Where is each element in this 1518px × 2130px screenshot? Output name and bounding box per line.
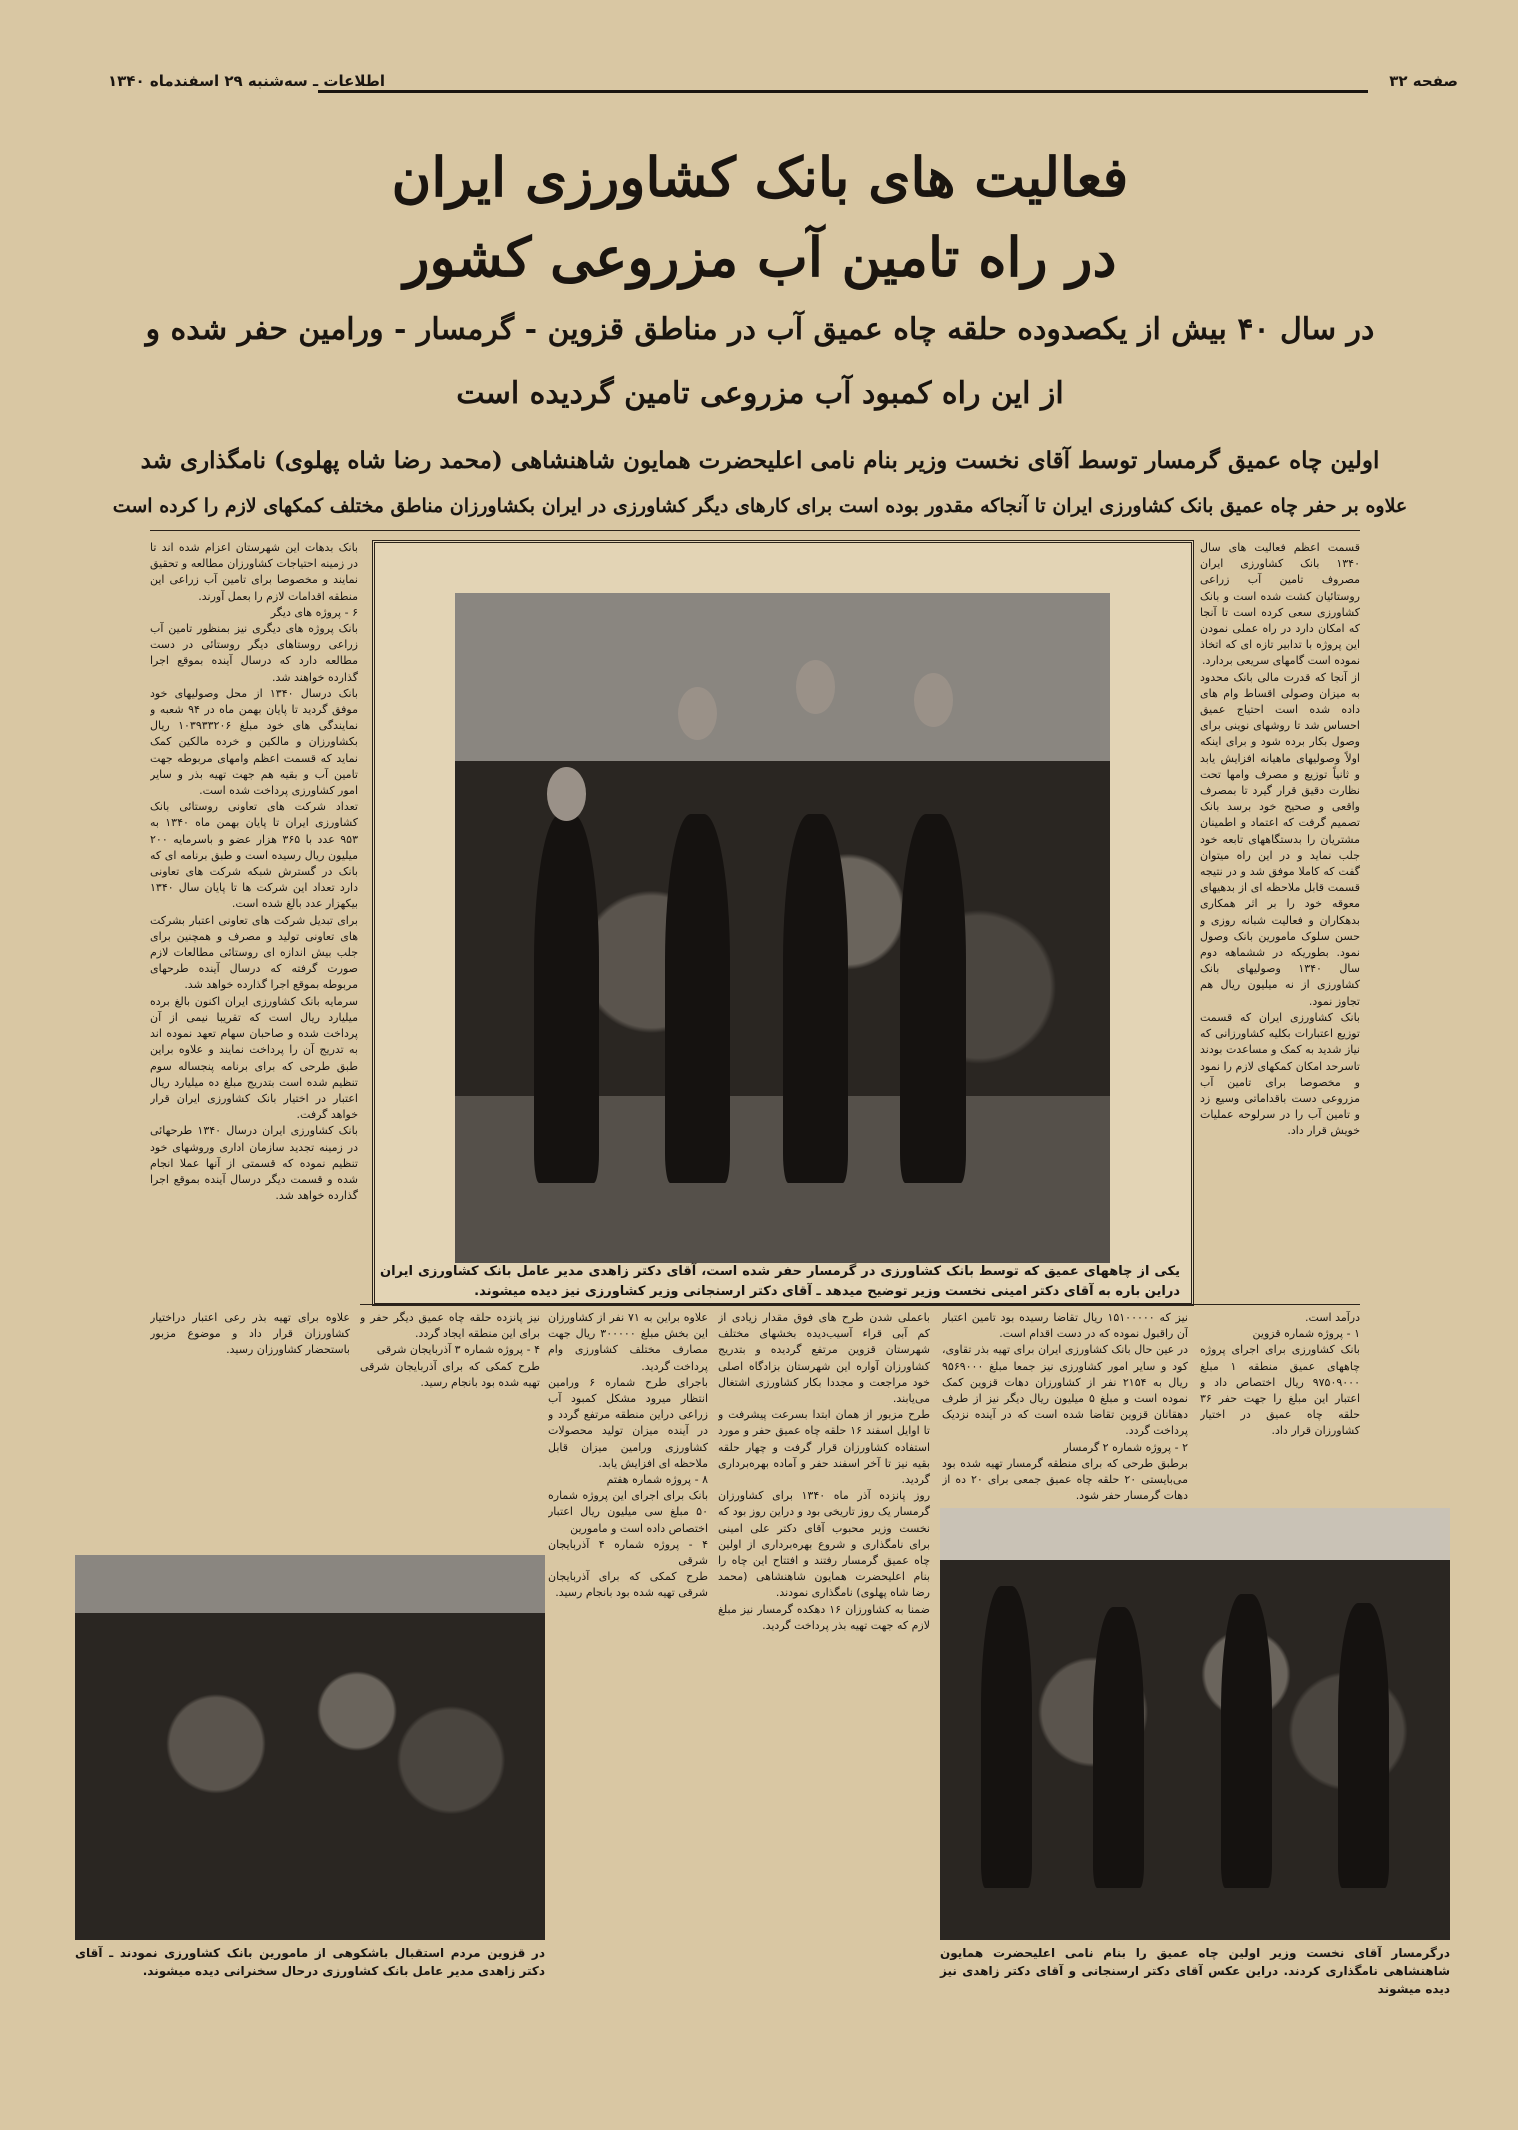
paper-dateline: اطلاعات ـ سه‌شنبه ۲۹ اسفندماه ۱۳۴۰ bbox=[108, 72, 385, 90]
photo-ceremony-caption: درگرمسار آقای نخست وزیر اولین چاه عمیق را بنام نامی اعلیحضرت همایون شاهنشاهی نامگذاری کردند. دراین عکس آقای دکتر ارسنجانی و آقای دکتر زاهدی نیز دیده میشوند bbox=[940, 1946, 1450, 1996]
article-column-right: قسمت اعظم فعالیت های سال ۱۳۴۰ بانک کشاورزی ایران مصروف تامین آب زراعی روستائیان کشت شده است و بانک کشاورزی سعی کرده است تا آنجا که امکان دارد در راه عملی نمودن این پروژه با تدابیر تازه ای که اتخاذ نموده است گامهای سریعی بردارد. از آنجا که قدرت مالی بانک محدود به میزان وصولی اقساط وام های داده شده است احتیاج عمیق احساس شد تا روشهای نوینی برای وصول بکار برده شود و برای اینکه اولاً وصولیهای ماهیانه افزایش یابد و ثانیاً توزیع و مصرف وامها تحت نظارت دقیق قرار گیرد تا بمصرف واقعی و صحیح خود برسد بانک تصمیم گرفت که اعتماد و اطمینان مشتریان را بدستگاههای تابعه خود جلب نماید و در این راه میتوان گفت که کاملا موفق شد و در نتیجه قسمت قابل ملاحظه ای از بدهیهای معوقه خود را بر اثر همکاری بدهکاران و فعالیت شبانه روزی و حسن سلوک مامورین بانک وصول نمود. بطوریکه در ششماهه دوم سال ۱۳۴۰ وصولیهای بانک کشاورزی از نه میلیون ریال هم تجاوز نمود. بانک کشاورزی ایران که قسمت توزیع اعتبارات بکلیه کشاورزانی که نیاز شدید به کمک و مساعدت بودند تاسرحد امکان کمکهای لازم را نمود و مخصوصا برای تامین آب مزروعی دست باقداماتی وسیع زد و تامین آب را در سرلوحه عملیات خویش قرار داد. bbox=[1200, 541, 1360, 1138]
masthead-rule bbox=[318, 90, 1368, 93]
headline-line-1: فعالیت های بانک کشاورزی ایران bbox=[391, 145, 1129, 209]
divider bbox=[150, 530, 1360, 531]
headline-line-2: در راه تامین آب مزروعی کشور bbox=[403, 225, 1117, 289]
subhead-1: در سال ۴۰ بیش از یکصدوده حلقه چاه عمیق آب در مناطق قزوین - گرمسار - ورامین حفر شده و bbox=[145, 312, 1375, 347]
divider bbox=[360, 1304, 1360, 1305]
photo-garmsar-ceremony bbox=[940, 1508, 1450, 1940]
article-column-mid-3: علاوه براین به ۷۱ نفر از کشاورزان این بخش مبلغ ۳۰۰۰۰۰ ریال جهت مصارف مختلف کشاورزی وام پرداخت گردید. باجرای طرح شماره ۶ ورامین انتظار میرود مشکل کمبود آب زراعی دراین منطقه مرتفع گردد و در آینده میزان تولید محصولات کشاورزی ورامین میزان قابل ملاحظه ای افزایش یابد. ۸ - پروژه شماره هفتم بانک برای اجرای این پروژه شماره ۵۰ مبلغ سی میلیون ریال اعتبار اختصاص داده است و مامورین ۴ - پروژه شماره ۴ آذربایجان شرقی طرح کمکی که برای آذربایجان شرقی تهیه شده بود بانجام رسید. bbox=[548, 1311, 708, 1600]
subhead-4: علاوه بر حفر چاه عمیق بانک کشاورزی ایران تا آنجاکه مقدور بوده است برای کارهای دیگر کشاورزی در ایران بکشاورزان مناطق مختلف کمکهای لازم را کرده است bbox=[112, 495, 1408, 517]
article-column-left: بانک بدهات این شهرستان اعزام شده اند تا در زمینه احتیاجات کشاورزان مطالعه و تحقیق نمایند و مخصوصا برای تامین آب زراعی این منطقه اقدامات لازم را بعمل آورند. ۶ - پروژه های دیگر بانک پروژه های دیگری نیز بمنظور تامین آب زراعی روستاهای دیگر روستائی در دست مطالعه دارد که درسال آینده بموقع اجرا گذارده خواهند شد. بانک درسال ۱۳۴۰ از محل وصولیهای خود موفق گردید تا پایان بهمن ماه در ۹۴ شعبه و نمایندگی های خود مبلغ ۱۰۳۹۳۳۲۰۶ ریال بکشاورزان و مالکین و خرده مالکین کمک نماید که قسمت اعظم وامهای مربوطه جهت تامین آب و بقیه هم جهت تهیه بذر و سایر امور کشاورزی پرداخت شده است. تعداد شرکت های تعاونی روستائی بانک کشاورزی ایران تا پایان بهمن ماه ۱۳۴۰ به ۹۵۳ عدد با ۳۶۵ هزار عضو و باسرمایه ۲۰۰ میلیون ریال رسیده است و طبق برنامه ای که بانک در گسترش شبکه شرکت های تعاونی دارد تعداد این شرکت ها تا پایان سال ۱۳۴۰ بیکهزار عدد بالغ شده است. برای تبدیل شرکت های تعاونی اعتبار بشرکت های تعاونی تولید و مصرف و همچنین برای جلب بیش اندازه ای روستائی مطالعات لازم صورت گرفته که درسال آینده طرحهای مربوطه بموقع اجرا گذارده خواهد شد. سرمایه بانک کشاورزی ایران اکنون بالغ برده میلیارد ریال است که تقریبا نیمی از آن پرداخت شده و صاحبان سهام تعهد نموده اند به تدریج آن را پرداخت نمایند و علاوه براین طبق طرحی که برای برنامه پنجساله سوم تنظیم شده است بتدریج مبلغ ده میلیارد ریال اعتبار در اختیار بانک کشاورزی ایران قرار خواهد گرفت. بانک کشاورزی ایران درسال ۱۳۴۰ طرحهائی در زمینه تجدید سازمان اداری وروشهای خود تنظیم نموده که قسمتی از آنها عملا انجام شده و قسمت دیگر درسال آینده بموقع اجرا گذارده خواهد شد. bbox=[150, 541, 358, 1203]
subhead-2: از این راه کمبود آب مزروعی تامین گردیده است bbox=[456, 376, 1064, 411]
article-column-mid-1: نیز که ۱۵۱۰۰۰۰۰ ریال تقاضا رسیده بود تامین اعتبار آن راقبول نموده که در دست اقدام است. در عین حال بانک کشاورزی ایران برای تهیه بذر تقاوی، کود و سایر امور کشاورزی نیز جمعا مبلغ ۹۵۶۹۰۰۰ ریال به ۲۱۵۴ نفر از کشاورزان دهات قزوین کمک نموده است و مبلغ ۵ میلیون ریال دیگر نیز از طرف دهقانان قزوین تقاضا شده است که در آینده نزدیک پرداخت گردد. ۲ - پروژه شماره ۲ گرمسار برطبق طرحی که برای منطقه گرمسار تهیه شده بود می‌بایستی ۲۰ حلقه چاه عمیق جمعی برای ۲۰ ده از دهات گرمسار حفر شود. bbox=[942, 1311, 1188, 1503]
article-column-far-right: درآمد است. ۱ - پروژه شماره قزوین بانک کشاورزی برای اجرای پروژه چاههای عمیق منطقه ۱ مبلغ ۹۷۵۰۹۰۰۰ ریال اختصاص داد و اعتبار این مبلغ را جهت حفر ۳۶ حلقه چاه عمیق در اختیار کشاورزان قرار داد. bbox=[1200, 1311, 1360, 1438]
article-column-mid-2: باعملی شدن طرح های فوق مقدار زیادی از کم آبی قراء آسیب‌دیده بخشهای مختلف شهرستان قزوین مرتفع گردیده و بتدریج کشاورزان آواره این شهرستان بزادگاه اصلی خود مراجعت و مجددا بکار کشاورزی اشتغال می‌یابند. طرح مزبور از همان ابتدا بسرعت پیشرفت و تا اوایل اسفند ۱۶ حلقه چاه عمیق حفر و مورد استفاده کشاورزان قرار گرفت و چهار حلقه بقیه نیز تا آخر اسفند حفر و آماده بهره‌برداری گردید. روز پانزده آذر ماه ۱۳۴۰ برای کشاورزان گرمسار یک روز تاریخی بود و دراین روز بود که نخست وزیر محبوب آقای دکتر علی امینی برای نامگذاری و شروع بهره‌برداری از اولین چاه عمیق گرمسار رفتند و افتتاح این چاه را بنام اعلیحضرت همایون شاهنشاهی (محمد رضا شاه پهلوی) نامگذاری نمودند. ضمنا به کشاورزان ۱۶ دهکده گرمسار نیز مبلغ لازم که جهت تهیه بذر پرداخت گردید. bbox=[718, 1311, 930, 1632]
article-column-mid-4: نیز پانزده حلقه چاه عمیق دیگر حفر و برای این منطقه ایجاد گردد. ۴ - پروژه شماره ۳ آذربایجان شرقی طرح کمکی که برای آذربایجان شرقی تهیه شده بود بانجام رسید. bbox=[360, 1311, 540, 1389]
subhead-3: اولین چاه عمیق گرمسار توسط آقای نخست وزیر بنام نامی اعلیحضرت همایون شاهنشاهی (محمد رضا شاه پهلوی) نامگذاری شد bbox=[140, 447, 1380, 474]
main-photo-caption: یکی از چاههای عمیق که توسط بانک کشاورزی در گرمسار حفر شده است، آقای دکتر زاهدی مدیر عامل بانک کشاورزی ایران دراین باره به آقای دکتر امینی نخست وزیر توضیح میدهد ـ آقای دکتر ارسنجانی وزیر کشاورزی نیز دیده میشوند. bbox=[380, 1264, 1180, 1299]
main-photo bbox=[455, 593, 1110, 1263]
photo-crowd-caption: در قزوین مردم استقبال باشکوهی از مامورین بانک کشاورزی نمودند ـ آقای دکتر زاهدی مدیر عامل بانک کشاورزی درحال سخنرانی دیده میشوند. bbox=[75, 1946, 545, 1978]
article-column-left-2: علاوه برای تهیه بذر رعی اعتبار دراختیار کشاورزان قرار داد و موضوع مزبور باستحضار کشاورزان رسید. bbox=[150, 1311, 350, 1357]
page-number: صفحه ۳۲ bbox=[1389, 72, 1458, 90]
main-photo-frame bbox=[372, 540, 1194, 1306]
masthead bbox=[108, 72, 1458, 100]
photo-crowd-qazvin bbox=[75, 1555, 545, 1940]
